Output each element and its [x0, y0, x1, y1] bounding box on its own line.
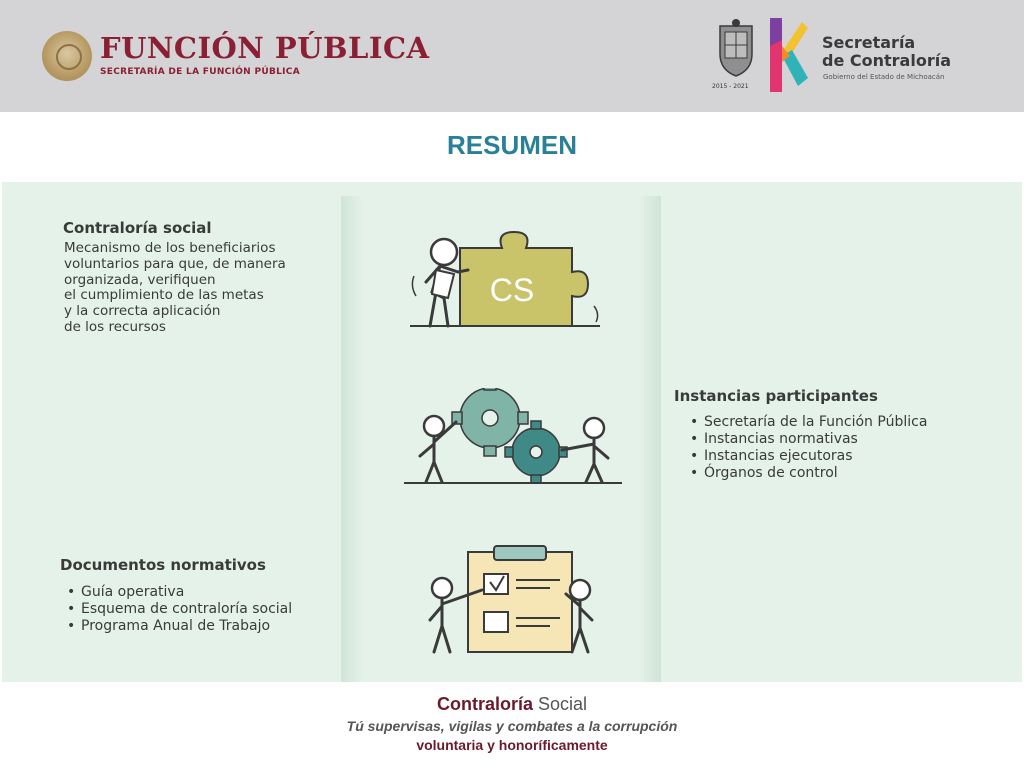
list-item: • Programa Anual de Trabajo — [67, 618, 292, 635]
list-item: • Instancias ejecutoras — [690, 448, 927, 465]
definition-line: y la correcta aplicación — [64, 303, 221, 320]
instancias-list — [690, 414, 927, 482]
puzzle-person-icon — [400, 226, 620, 336]
list-item: • Secretaría de la Función Pública — [690, 414, 927, 431]
puzzle-illustration — [400, 226, 620, 336]
checklist-illustration — [420, 544, 600, 656]
funcion-publica-logo-title: FUNCIÓN PÚBLICA — [100, 31, 430, 65]
footer-brand — [0, 694, 1024, 715]
definition-line: de los recursos — [64, 318, 166, 335]
gears-illustration — [398, 388, 628, 486]
header-band — [0, 0, 1024, 112]
gobierno-michoacan-line: Gobierno del Estado de Michoacán — [823, 73, 945, 81]
contraloria-k-logo-icon — [768, 16, 808, 94]
contraloria-social-title: Contraloría social — [63, 219, 212, 237]
clipboard-checklist-icon — [420, 544, 600, 656]
documentos-list — [67, 584, 292, 635]
mexico-seal-icon — [42, 31, 92, 81]
page-title: RESUMEN — [446, 130, 577, 160]
definition-line: voluntarios para que, de manera — [64, 255, 286, 272]
puzzle-cs-label: CS — [489, 272, 535, 308]
list-item: • Guía operativa — [67, 584, 292, 601]
secretaria-contraloria-line2: de Contraloría — [822, 51, 951, 70]
funcion-publica-logo-subtitle: SECRETARÍA DE LA FUNCIÓN PÚBLICA — [100, 67, 300, 77]
gears-people-icon — [398, 388, 628, 486]
definition-line: organizada, verifiquen — [64, 271, 216, 288]
michoacan-shield-icon — [716, 18, 756, 78]
footer-brand-word2: Social — [538, 694, 588, 714]
list-item: • Órganos de control — [690, 465, 927, 482]
secretaria-contraloria-line1: Secretaría — [822, 33, 916, 52]
definition-line: Mecanismo de los beneficiarios — [64, 240, 276, 256]
instancias-title: Instancias participantes — [674, 387, 878, 405]
list-item: • Esquema de contraloría social — [67, 601, 292, 618]
footer-tagline: Tú supervisas, vigilas y combates a la corrupción — [346, 718, 678, 734]
footer-brand-word1: Contraloría — [436, 694, 533, 714]
contraloria-social-definition — [64, 241, 286, 336]
michoacan-years: 2015 - 2021 — [712, 83, 749, 90]
definition-line: el cumplimiento de las metas — [64, 287, 264, 304]
documentos-title: Documentos normativos — [60, 556, 266, 574]
footer-tagline2: voluntaria y honoríficamente — [416, 737, 608, 753]
list-item: • Instancias normativas — [690, 431, 927, 448]
